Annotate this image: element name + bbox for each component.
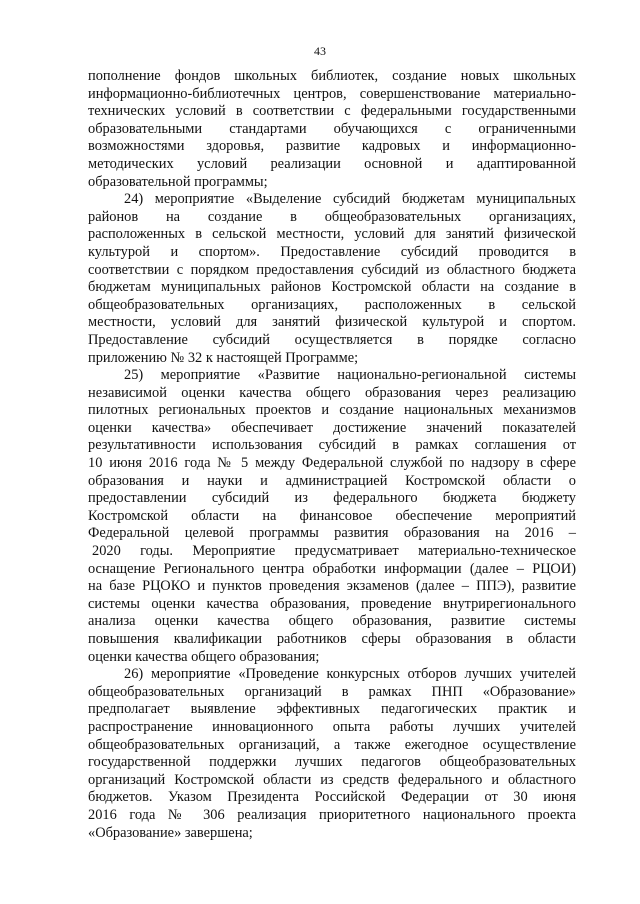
text-line: анализа оценки качества общего образования, развитие системы bbox=[88, 613, 576, 630]
text-line: расположенных в сельской местности, условий для занятий физической bbox=[88, 226, 576, 243]
text-line: местности, условий для занятий физической культурой и спортом. bbox=[88, 314, 576, 331]
text-line: независимой оценки качества общего образования через реализацию bbox=[88, 384, 576, 401]
body-text bbox=[88, 68, 576, 842]
text-line: общеобразовательных организаций, а также ежегодное осуществление bbox=[88, 736, 576, 753]
text-line: предполагает выявление эффективных педагогических практик и bbox=[88, 701, 576, 718]
text-line: методических условий реализации основной и адаптированной bbox=[88, 155, 576, 172]
page-number: 43 bbox=[314, 44, 326, 58]
text-line: 2020 годы. Мероприятие предусматривает материально-техническое bbox=[92, 543, 576, 560]
text-line: технических условий в соответствии с федеральными государственными bbox=[88, 103, 576, 120]
text-line: бюджетов. Указом Президента Российской Федерации от 30 июня bbox=[88, 789, 576, 806]
text-line: 26) мероприятие «Проведение конкурсных отборов лучших учителей bbox=[124, 666, 576, 683]
text-line: организаций Костромской области из средств федерального и областного bbox=[88, 771, 576, 788]
text-line: 25) мероприятие «Развитие национально-региональной системы bbox=[124, 367, 576, 384]
text-line: оснащение Регионального центра обработки информации (далее – РЦОИ) bbox=[88, 560, 576, 577]
text-line: оценки качества» обеспечивает достижение значений показателей bbox=[88, 419, 576, 436]
text-line: образовательной программы; bbox=[88, 173, 268, 190]
text-line: культурой и спортом». Предоставление субсидий проводится в bbox=[88, 243, 576, 260]
text-line: образовательными стандартами обучающихся с ограниченными bbox=[88, 120, 576, 137]
text-line: информационно-библиотечных центров, совершенствование материально- bbox=[88, 85, 576, 102]
text-line: 10 июня 2016 года № 5 между Федеральной службой по надзору в сфере bbox=[88, 455, 576, 472]
text-line: оценки качества общего образования; bbox=[88, 648, 320, 665]
text-line: повышения квалификации работников сферы образования в области bbox=[88, 631, 576, 647]
text-line: районов на создание в общеобразовательных организациях, bbox=[88, 208, 576, 225]
text-line: «Образование» завершена; bbox=[88, 824, 253, 841]
text-line: на базе РЦОКО и пунктов проведения экзаменов (далее – ППЭ), развитие bbox=[88, 578, 576, 595]
text-line: образования и науки и администрацией Костромской области о bbox=[88, 472, 576, 489]
text-line: возможностями здоровья, развитие кадровых и информационно- bbox=[88, 138, 576, 155]
text-line: общеобразовательных организаций в рамках ПНП «Образование» bbox=[88, 683, 576, 700]
text-line: результативности использования субсидий в рамках соглашения от bbox=[88, 437, 576, 454]
text-line: предоставлении субсидий из федерального бюджета бюджету bbox=[88, 490, 576, 507]
text-line: соответствии с порядком предоставления субсидий из областного бюджета bbox=[88, 261, 576, 278]
text-line: Федеральной целевой программы развития образования на 2016 – bbox=[88, 525, 576, 542]
text-line: бюджетам муниципальных районов Костромской области на создание в bbox=[88, 279, 576, 296]
text-line: 2016 года № 306 реализация приоритетного национального проекта bbox=[88, 806, 576, 823]
text-line: государственной поддержки лучших педагогов общеобразовательных bbox=[88, 754, 576, 771]
text-line: Предоставление субсидий осуществляется в порядке согласно bbox=[88, 331, 576, 348]
text-line: общеобразовательных организациях, расположенных в сельской bbox=[88, 296, 576, 313]
text-line: Костромской области на финансовое обеспечение мероприятий bbox=[88, 507, 576, 524]
text-line: 24) мероприятие «Выделение субсидий бюджетам муниципальных bbox=[124, 191, 576, 208]
text-line: приложению № 32 к настоящей Программе; bbox=[88, 349, 359, 366]
text-line: пополнение фондов школьных библиотек, создание новых школьных bbox=[88, 68, 576, 84]
text-line: пилотных региональных проектов и создание национальных механизмов bbox=[88, 402, 576, 419]
text-line: распространение инновационного опыта работы лучших учителей bbox=[88, 718, 576, 735]
text-line: системы оценки качества образования, проведение внутрирегионального bbox=[88, 595, 576, 612]
